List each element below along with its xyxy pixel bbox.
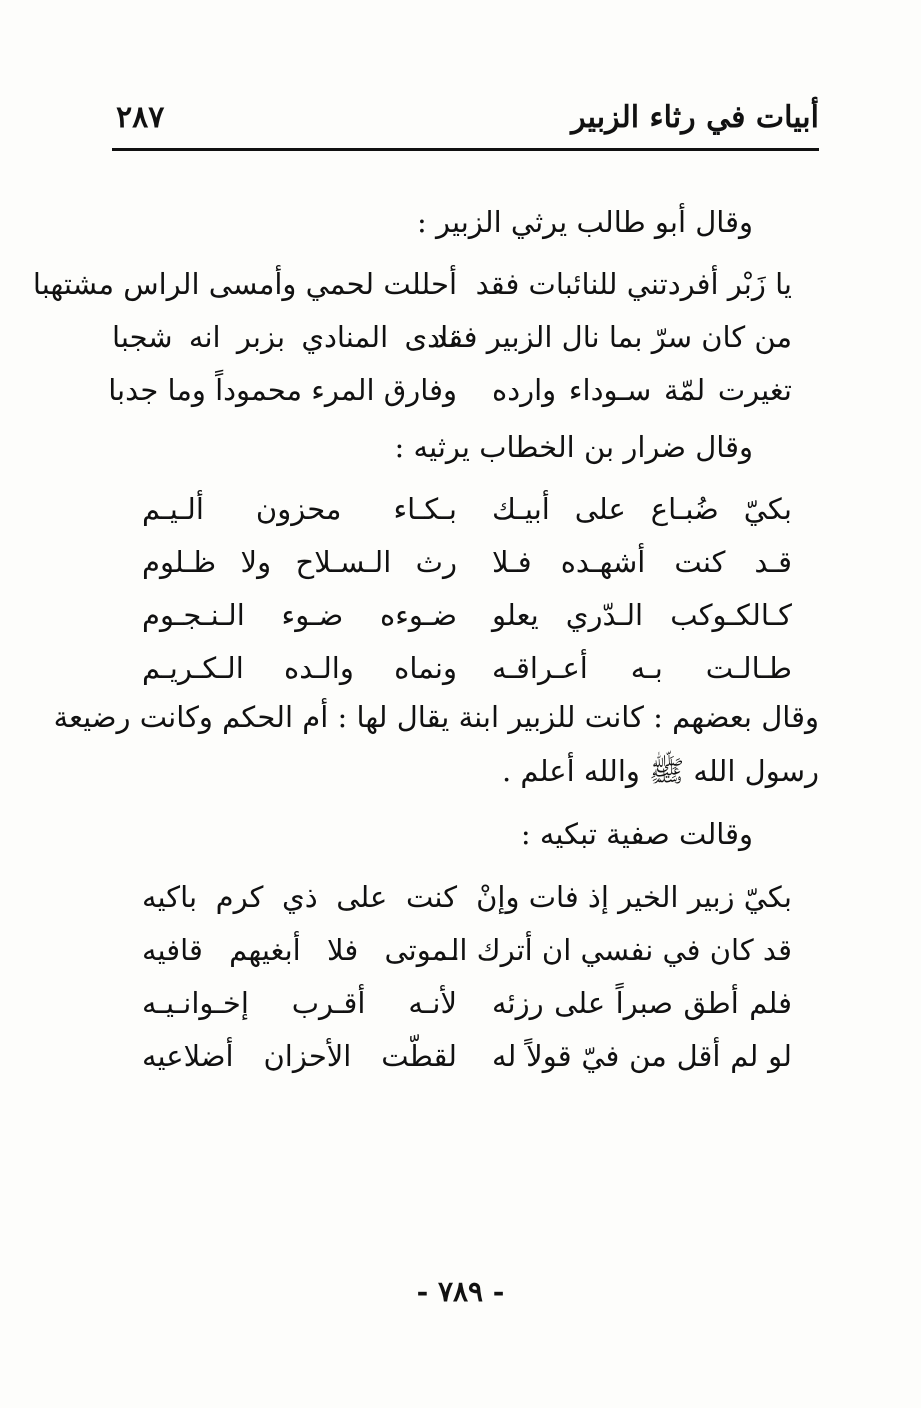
verse-second-hemistich: كنت على ذي كرم باكيه — [142, 880, 457, 914]
verse-first-hemistich: قـد كنت أشهـده فـلا — [492, 545, 792, 579]
verse-first-hemistich: يا زَبْر أفردتني للنائبات فقد — [475, 267, 792, 301]
header-page-number: ٢٨٧ — [116, 100, 165, 135]
poem-intro-abu-talib: وقال أبو طالب يرثي الزبير : — [416, 205, 753, 239]
verse-first-hemistich: تغيرت لمّة سـوداء وارده — [492, 373, 792, 407]
verse-first-hemistich: طـالـت بـه أعـراقـه — [492, 651, 792, 685]
verse-second-hemistich: لأنـه أقـرب إخـوانـيـه — [142, 986, 457, 1020]
verse-first-hemistich: من كان سرّ بما نال الزبير فقد — [433, 320, 792, 354]
verse-first-hemistich: قد كان في نفسي ان أترك الـ — [442, 933, 792, 967]
prose-line: رسول الله ﷺ والله أعلم . — [501, 754, 819, 788]
verse — [108, 373, 792, 426]
verse-second-hemistich: أحللت لحمي وأمسى الراس مشتهبا — [32, 267, 457, 301]
verse — [112, 545, 792, 598]
verse — [32, 267, 792, 320]
verse — [112, 880, 792, 933]
verse-first-hemistich: فلم أطق صبراً على رزئه — [492, 986, 792, 1020]
poem-abu-talib — [32, 267, 792, 426]
verse — [112, 492, 792, 545]
verse-first-hemistich: كـالكـوكب الـدّري يعلو — [492, 598, 792, 632]
verse-second-hemistich: رث الـسـلاح ولا ظـلوم — [142, 545, 457, 579]
verse-second-hemistich: وفارق المرء محموداً وما جدبا — [108, 373, 457, 407]
verse-second-hemistich: لقطّت الأحزان أضلاعيه — [142, 1039, 457, 1073]
poem-intro-safiyya: وقالت صفية تبكيه : — [520, 817, 753, 851]
verse — [112, 1039, 792, 1092]
verse-second-hemistich: ونماه والـده الـكـريـم — [142, 651, 457, 685]
poem-safiyya — [112, 880, 792, 1092]
verse-first-hemistich: بكيّ زبير الخير إذ فات وإنْ — [476, 880, 792, 914]
poem-dirar — [112, 492, 792, 704]
verse — [112, 320, 792, 373]
header-title: أبيات في رثاء الزبير — [571, 100, 819, 135]
prose-line: وقال بعضهم : كانت للزبير ابنة يقال لها : أم الحكم وكانت رضيعة — [53, 700, 819, 734]
poem-intro-dirar: وقال ضرار بن الخطاب يرثيه : — [394, 430, 753, 464]
verse-first-hemistich: لو لم أقل من فيّ قولاً له — [492, 1039, 792, 1073]
verse-second-hemistich: ـموتى فلا أبغيهم قافيه — [142, 933, 457, 967]
verse — [112, 933, 792, 986]
footer-page-number: - ٧٨٩ - — [416, 1275, 505, 1308]
verse — [112, 651, 792, 704]
verse-second-hemistich: بـكـاء محزون ألـيـم — [142, 492, 457, 526]
verse-second-hemistich: ضـوءه ضـوء الـنـجـوم — [142, 598, 457, 632]
verse-second-hemistich: نادى المنادي بزبر انه شجبا — [112, 320, 457, 354]
running-header — [112, 96, 819, 151]
verse-first-hemistich: بكيّ ضُبـاع على أبيـك — [492, 492, 792, 526]
verse — [112, 986, 792, 1039]
verse — [112, 598, 792, 651]
